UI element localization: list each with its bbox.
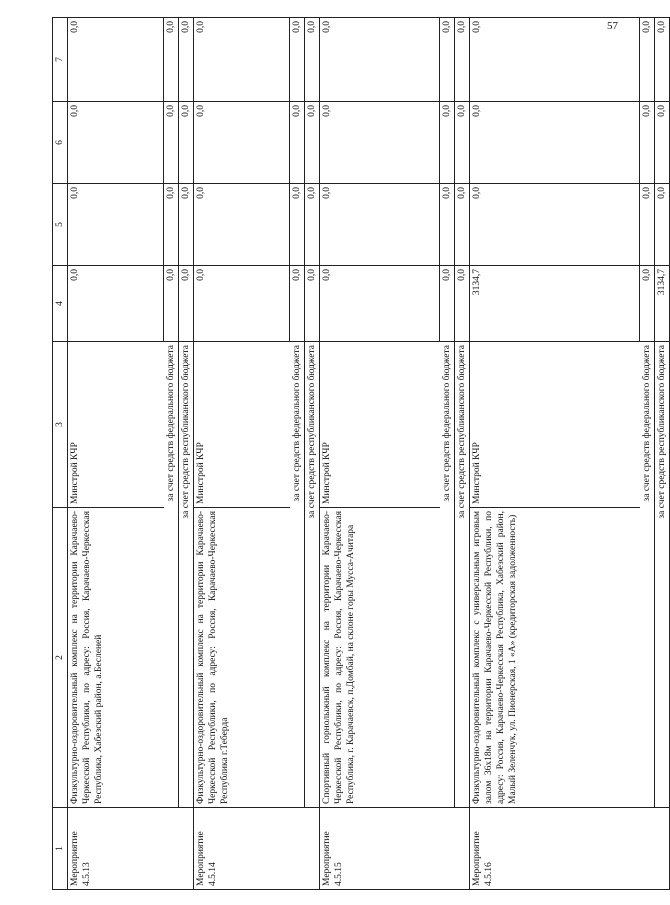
federal-value: 0,0	[164, 18, 179, 102]
republic-value: 0,0	[179, 102, 194, 184]
republic-value: 0,0	[655, 184, 670, 266]
column-header: 1	[53, 808, 68, 890]
funding-source-label: за счет средств республиканского бюджета	[305, 342, 320, 808]
republic-value: 0,0	[305, 102, 320, 184]
funding-source-label: за счет средств федерального бюджета	[164, 342, 179, 808]
republic-value: 0,0	[179, 266, 194, 342]
republic-value: 0,0	[455, 266, 470, 342]
republic-value: 0,0	[305, 266, 320, 342]
funding-row-federal	[164, 18, 179, 890]
federal-value: 0,0	[290, 18, 305, 102]
total-value: 0,0	[194, 266, 290, 342]
federal-value: 0,0	[440, 266, 455, 342]
measure-id: Мероприятие 4.5.14	[194, 808, 320, 890]
measure-description: Спортивный горнолыжный комплекс на территории Карачаево-Черкесской Республики, по адресу: Россия, Карачаево-Черкесская Республика, г. Карачаевск, п.Домбай, на склоне горы Мусса-Ачитара	[320, 508, 440, 808]
total-value: 0,0	[68, 18, 164, 102]
federal-value: 0,0	[440, 102, 455, 184]
republic-value: 0,0	[179, 184, 194, 266]
column-header: 4	[53, 266, 68, 342]
column-header: 5	[53, 184, 68, 266]
funding-source-label: за счет средств федерального бюджета	[640, 342, 655, 808]
republic-value: 0,0	[455, 18, 470, 102]
funding-source-label: за счет средств федерального бюджета	[440, 342, 455, 808]
total-value: 0,0	[194, 184, 290, 266]
funding-source-label: за счет средств федерального бюджета	[290, 342, 305, 808]
federal-value: 0,0	[164, 184, 179, 266]
total-value: 0,0	[320, 18, 440, 102]
table-row	[68, 18, 164, 890]
funding-row-federal	[640, 18, 655, 890]
funding-row-republic	[305, 18, 320, 890]
measure-executor: Минстрой КЧР	[470, 342, 640, 508]
republic-value: 0,0	[305, 184, 320, 266]
total-value: 0,0	[320, 102, 440, 184]
federal-value: 0,0	[640, 266, 655, 342]
republic-value: 0,0	[455, 184, 470, 266]
republic-value: 3134,7	[655, 266, 670, 342]
republic-value: 0,0	[305, 18, 320, 102]
federal-value: 0,0	[640, 102, 655, 184]
republic-value: 0,0	[655, 18, 670, 102]
total-value: 0,0	[470, 102, 640, 184]
column-header: 3	[53, 342, 68, 508]
federal-value: 0,0	[290, 184, 305, 266]
total-value: 0,0	[194, 102, 290, 184]
measure-description: Физкультурно-оздоровительный комплекс на территории Карачаево-Черкесской Республики, по адресу: Россия, Карачаево-Черкесская Республика г.Теберда	[194, 508, 290, 808]
measure-id: Мероприятие 4.5.13	[68, 808, 194, 890]
measure-description: Физкультурно-оздоровительный комплекс с универсальным игровым залом 36х18м на территории Карачаево-Черкесской Республики, по адресу: Россия, Карачаево-Черкесская Республика, Хабезский район, Малый Зеленчук, ул. Пионерская, 1 «А» (кредиторская задолженность)	[470, 508, 640, 808]
funding-row-federal	[290, 18, 305, 890]
total-value: 0,0	[320, 266, 440, 342]
funding-row-republic	[655, 18, 670, 890]
funding-row-republic	[455, 18, 470, 890]
table-header	[53, 18, 68, 890]
page-number: 57	[607, 20, 618, 32]
program-table	[52, 17, 670, 890]
total-value: 0,0	[68, 266, 164, 342]
measure-executor: Минстрой КЧР	[68, 342, 164, 508]
republic-value: 0,0	[455, 102, 470, 184]
funding-row-federal	[440, 18, 455, 890]
column-header: 6	[53, 102, 68, 184]
total-value: 0,0	[470, 184, 640, 266]
table-row	[194, 18, 290, 890]
federal-value: 0,0	[640, 18, 655, 102]
table-row	[470, 18, 640, 890]
measure-id: Мероприятие 4.5.16	[470, 808, 670, 890]
measure-executor: Минстрой КЧР	[194, 342, 290, 508]
funding-source-label: за счет средств республиканского бюджета	[179, 342, 194, 808]
federal-value: 0,0	[640, 184, 655, 266]
measure-executor: Минстрой КЧР	[320, 342, 440, 508]
measure-id: Мероприятие 4.5.15	[320, 808, 470, 890]
table-row	[320, 18, 440, 890]
federal-value: 0,0	[290, 102, 305, 184]
federal-value: 0,0	[440, 18, 455, 102]
total-value: 0,0	[68, 102, 164, 184]
table-body	[68, 18, 670, 890]
measure-description: Физкультурно-оздоровительный комплекс на территории Карачаево-Черкесской Республики, по адресу: Россия, Карачаево-Черкесская Республика, Хабезский район, а.Бесленей	[68, 508, 164, 808]
federal-value: 0,0	[164, 102, 179, 184]
column-header: 2	[53, 508, 68, 808]
funding-source-label: за счет средств республиканского бюджета	[455, 342, 470, 808]
column-header: 7	[53, 18, 68, 102]
funding-source-label: за счет средств республиканского бюджета	[655, 342, 670, 808]
total-value: 3134,7	[470, 266, 640, 342]
total-value: 0,0	[194, 18, 290, 102]
federal-value: 0,0	[164, 266, 179, 342]
total-value: 0,0	[320, 184, 440, 266]
total-value: 0,0	[470, 18, 640, 102]
federal-value: 0,0	[290, 266, 305, 342]
republic-value: 0,0	[655, 102, 670, 184]
republic-value: 0,0	[179, 18, 194, 102]
funding-row-republic	[179, 18, 194, 890]
federal-value: 0,0	[440, 184, 455, 266]
total-value: 0,0	[68, 184, 164, 266]
